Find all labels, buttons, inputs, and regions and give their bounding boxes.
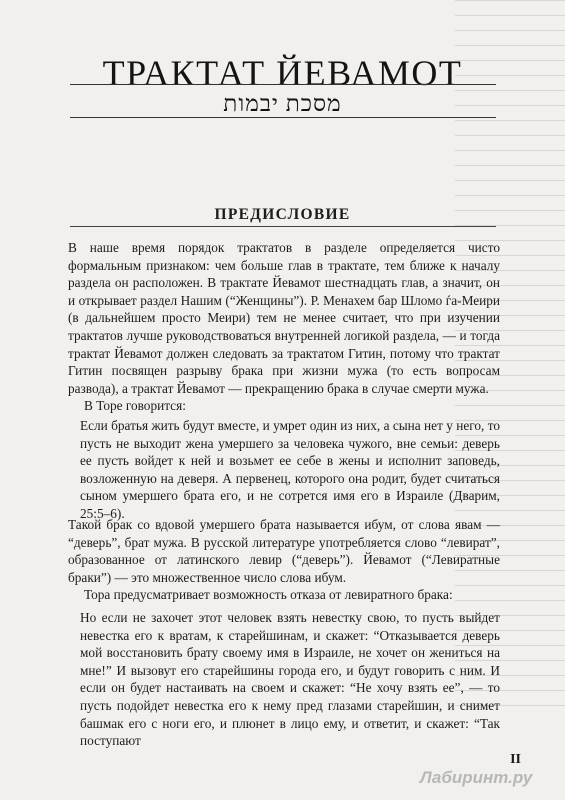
section-heading [0, 206, 565, 224]
preface-text-1 [68, 239, 500, 415]
torah-quote-2 [80, 609, 500, 750]
paragraph: Тора предусматривает возможность отказа от левиратного брака: [84, 587, 453, 603]
title-rule-bottom [70, 117, 496, 118]
section-rule [70, 226, 496, 227]
preface-text-2 [68, 516, 500, 604]
hebrew-title: מסכת יבמות [223, 91, 342, 116]
tractate-title: ТРАКТАТ ЙЕВАМОТ [102, 53, 463, 93]
torah-quote-1 [80, 417, 500, 523]
page-number: II [510, 752, 521, 767]
paragraph: В наше время порядок трактатов в разделе определяется чисто формальным признаком: чем больше глав в трактате, тем ближе к началу раздела он расположен. В трактате Йевамот шестнадцать глав, а значит, он и открывает раздел Нашим (“Женщины”). Р. Менахем бар Шломо ѓа-Меири (в дальнейшем просто Меири) тем не менее считает, что при изучении трактатов лучше руководствоваться внутренней логикой раздела, — и тогда трактат Йевамот должен следовать за трактатом Гитин, потому что трактат Гитин посвящен разрыву брака при жизни мужа (то есть вопросам развода), а трактат Йевамот — прекращению брака в случае смерти мужа. [68, 240, 500, 396]
title-rule-top [70, 84, 496, 85]
section-heading-text: ПРЕДИСЛОВИЕ [206, 206, 358, 223]
watermark: Лабиринт.ру [420, 768, 533, 787]
quote-paragraph: Если братья жить будут вместе, и умрет один из них, а сына нет у него, то пусть не выходит жена умершего за человека чужого, вне семьи: деверь ее пусть войдет к ней и возьмет ее себе в жены и исполнит заповедь, возложенную на деверя. А первенец, которого она родит, будет считаться сыном умершего брата его, и не сотрется имя его в Израиле (Дварим, 25:5–6). [80, 418, 500, 521]
quote-paragraph: Но если не захочет этот человек взять невестку свою, то пусть выйдет невестка его к вратам, к старейшинам, и скажет: “Отказывается деверь мой восстановить брату своему имя в Израиле, не хочет он жениться на мне!” И вызовут его старейшины города его, и будут говорить с ним. И если он будет настаивать на своем и скажет: “Не хочу взять ее”, — то пусть подойдет невестка его к нему пред глазами старейшин, и снимет башмак его с ноги его, и плюнет в лицо ему, и ответит, и скажет: “Так поступают [80, 610, 500, 749]
paragraph: В Торе говорится: [84, 398, 186, 414]
paragraph: Такой брак со вдовой умершего брата называется ибум, от слова явам — “деверь”, брат мужа. В русской литературе употребляется слово “левират”, образованное от латинского левир (“деверь”). Йевамот (“Левиратные браки”) — это множественное число слова ибум. [68, 517, 500, 585]
